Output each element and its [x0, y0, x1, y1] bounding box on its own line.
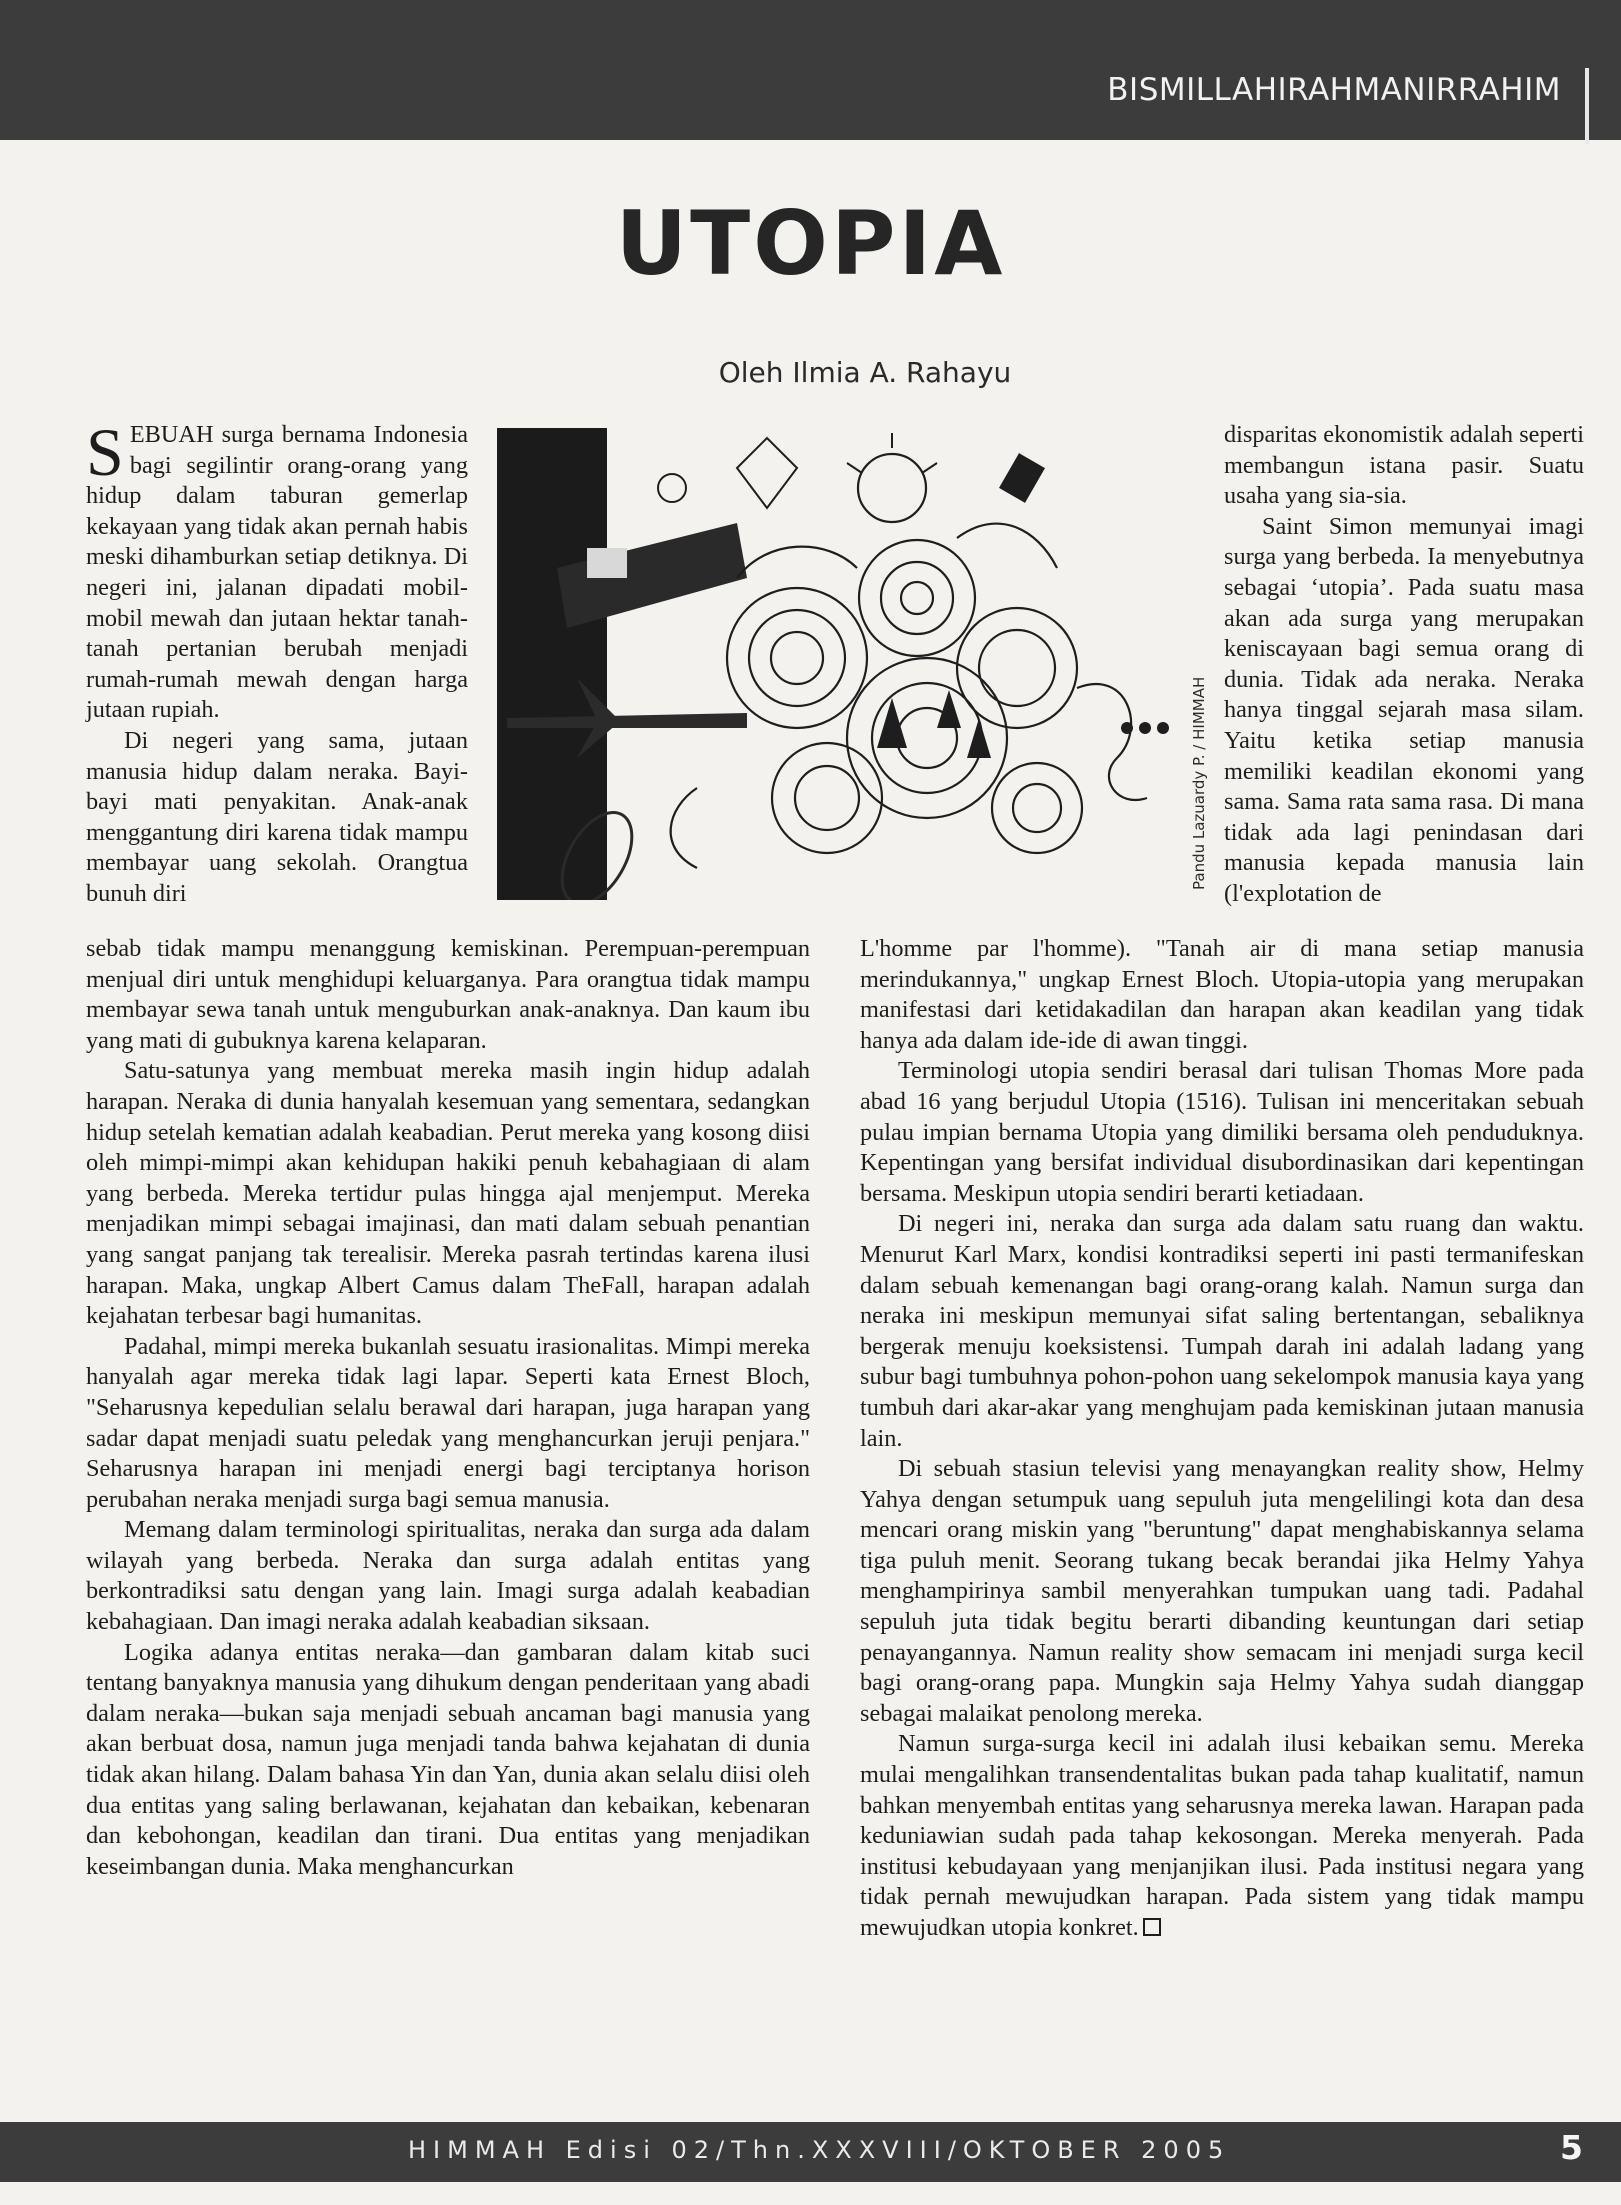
header-title: BISMILLAHIRAHMANIRRAHIM	[1107, 72, 1561, 108]
paragraph: disparitas ekonomistik adalah seperti membangun istana pasir. Suatu usaha yang sia-sia.	[1224, 421, 1584, 510]
column-1-bottom	[86, 934, 810, 1882]
page-number: 5	[1560, 2128, 1583, 2167]
photo-credit: Pandu Lazuardy P. / HIMMAH	[1190, 676, 1208, 890]
column-2-top	[1224, 420, 1584, 910]
paragraph: Saint Simon memunyai imagi surga yang berbeda. Ia menyebutnya sebagai ‘utopia’. Pada suatu masa akan ada surga yang merupakan keniscayaan bagi semua orang di dunia. Tidak ada neraka. Neraka hanya tinggal sejarah masa silam. Yaitu ketika setiap manusia memiliki keadilan ekonomi yang sama. Sama rata sama rasa. Di mana tidak ada lagi penindasan dari manusia kepada manusia lain (l'explotation de	[1224, 512, 1584, 907]
paragraph: Namun surga-surga kecil ini adalah ilusi kebaikan semu. Mereka mulai mengalihkan transendentalitas bukan pada tahap kualitatif, namun bahkan menyembah entitas yang seharusnya mereka lawan. Harapan pada keduniawian sudah pada tahap kekosongan. Mereka menyerah. Pada institusi kebudayaan yang menjanjikan ilusi. Pada institusi negara yang tidak pernah mewujudkan harapan. Pada sistem yang tidak mampu mewujudkan utopia konkret.	[860, 1730, 1584, 1941]
end-mark-icon	[1143, 1918, 1161, 1936]
paragraph: Memang dalam terminologi spiritualitas, neraka dan surga ada dalam wilayah yang berbeda. Neraka dan surga adalah entitas yang berkontradiksi satu dengan yang lain. Imagi surga adalah keabadian kebahagiaan. Dan imagi neraka adalah keabadian siksaan.	[86, 1516, 810, 1636]
paragraph: Satu-satunya yang membuat mereka masih ingin hidup adalah harapan. Neraka di dunia hanyalah kesemuan yang sementara, sedangkan hidup setelah kematian adalah keabadian. Perut mereka yang kosong diisi oleh mimpi-mimpi akan kehidupan hakiki penuh kebahagiaan di alam yang berbeda. Mereka tertidur pulas hingga ajal menjemput. Mereka menjadikan mimpi sebagai imajinasi, dan mati dalam sebuah penantian yang sangat panjang tak terealisir. Mereka pasrah tertindas karena ilusi harapan. Maka, ungkap Albert Camus dalam TheFall, harapan adalah kejahatan terbesar bagi humanitas.	[86, 1057, 810, 1330]
paragraph: sebab tidak mampu menanggung kemiskinan. Perempuan-perempuan menjual diri untuk menghidupi keluarganya. Para orangtua tidak mampu membayar sewa tanah untuk menguburkan anak-anaknya. Dan kaum ibu yang mati di gubuknya karena kelaparan.	[86, 935, 810, 1054]
paragraph: Di negeri ini, neraka dan surga ada dalam satu ruang dan waktu. Menurut Karl Marx, kondisi kontradiksi seperti ini pasti termanifeskan dalam sebuah kemenangan bagi orang-orang kalah. Namun surga dan neraka ini meskipun memunyai sifat saling bertentangan, sebaliknya bergerak menuju koeksistensi. Tumpah darah ini adalah ladang yang subur bagi tumbuhnya pohon-pohon uang sekelompok manusia kaya yang tumbuh dari akar-akar yang menghujam pada kemiskinan jutaan manusia lain.	[860, 1210, 1584, 1452]
paragraph: SEBUAH surga bernama Indonesia bagi segilintir orang-orang yang hidup dalam taburan gemerlap kekayaan yang tidak akan pernah habis meski dihamburkan setiap detiknya. Di negeri ini, jalanan dipadati mobil-mobil mewah dan jutaan hektar tanah-tanah pertanian berubah menjadi rumah-rumah mewah dengan harga jutaan rupiah.	[86, 414, 468, 724]
column-2-bottom	[860, 934, 1584, 1944]
utopia-illustration	[497, 428, 1187, 900]
paragraph: L'homme par l'homme). "Tanah air di mana setiap manusia merindukannya," ungkap Ernest Bloch. Utopia-utopia yang merupakan manifestasi dari ketidakadilan dan harapan akan keadilan yang tidak hanya ada dalam ide-ide di awan tinggi.	[860, 935, 1584, 1054]
drop-cap: S	[86, 414, 124, 490]
paragraph: Di negeri yang sama, jutaan manusia hidup dalam neraka. Bayi-bayi mati penyakitan. Anak-anak menggantung diri karena tidak mampu membayar uang sekolah. Orangtua bunuh diri	[86, 726, 468, 907]
paragraph: Di sebuah stasiun televisi yang menayangkan reality show, Helmy Yahya dengan setumpuk uang sepuluh juta mengelilingi kota dan desa mencari orang miskin yang "beruntung" dapat menghabiskannya selama tiga puluh menit. Seorang tukang becak berandai jika Helmy Yahya menghampirinya sambil menyerahkan tumpukan uang tadi. Padahal sepuluh juta tidak begitu berarti dibanding keuntungan dari setiap penayangannya. Namun reality show semacam ini menjadi surga kecil bagi orang-orang papa. Mungkin saja Helmy Yahya sudah dianggap sebagai malaikat penolong mereka.	[860, 1455, 1584, 1727]
article-title: UTOPIA	[615, 192, 1006, 295]
paragraph: Logika adanya entitas neraka—dan gambaran dalam kitab suci tentang banyaknya manusia yang dihukum dengan penderitaan yang abadi dalam neraka—bukan saja menjadi sebuah ancaman bagi manusia yang akan berbuat dosa, namun juga menjadi tanda bahwa kejahatan di dunia tidak akan hilang. Dalam bahasa Yin dan Yan, dunia akan selalu diisi oleh dua entitas yang saling berlawanan, kejahatan dan kebaikan, kebenaran dan kebohongan, keadilan dan tirani. Dua entitas yang menjadikan keseimbangan dunia. Maka menghancurkan	[86, 1638, 810, 1880]
paragraph: Terminologi utopia sendiri berasal dari tulisan Thomas More pada abad 16 yang berjudul Utopia (1516). Tulisan ini menceritakan sebuah pulau impian bernama Utopia yang dimiliki bersama oleh penduduknya. Kepentingan yang bersifat individual disubordinasikan dari kepentingan bersama. Meskipun utopia sendiri berarti ketiadaan.	[860, 1057, 1584, 1207]
article-byline: Oleh Ilmia A. Rahayu	[718, 356, 1012, 389]
header-divider	[1585, 68, 1589, 144]
paragraph: Padahal, mimpi mereka bukanlah sesuatu irasionalitas. Mimpi mereka hanyalah agar mereka tidak lagi lapar. Seperti kata Ernest Bloch, "Seharusnya kepedulian selalu berawal dari harapan, juga harapan yang sadar dapat menjadi suatu peledak yang menghancurkan jeruji penjara." Seharusnya harapan ini menjadi energi bagi terciptanya horison perubahan neraka menjadi surga bagi semua manusia.	[86, 1332, 810, 1513]
column-1-top	[86, 414, 468, 910]
header-band	[0, 0, 1621, 140]
footer-edition: HIMMAH Edisi 02/Thn.XXXVIII/OKTOBER 2005	[408, 2136, 1231, 2164]
